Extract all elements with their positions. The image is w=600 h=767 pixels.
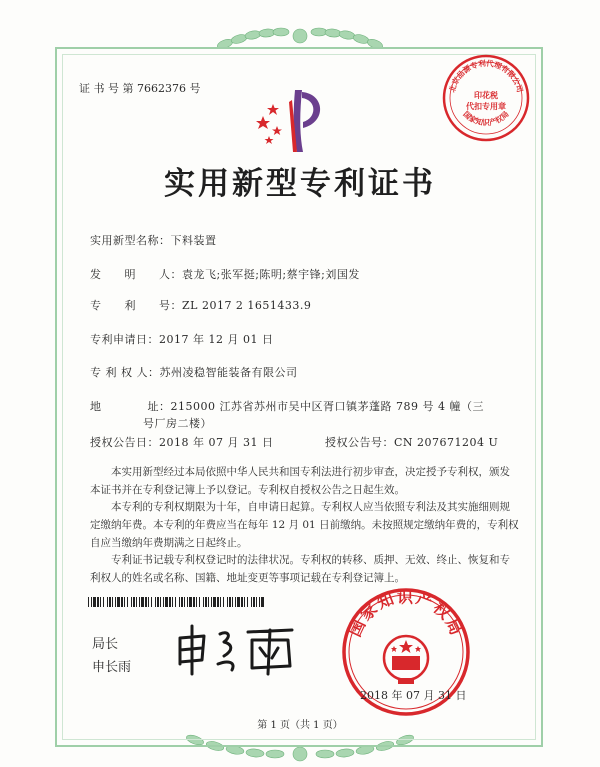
paragraph-line: 专利证书记载专利权登记时的法律状况。专利权的转移、质押、无效、终止、恢复和专: [111, 554, 510, 566]
field-value: 袁龙飞;张军挺;陈明;蔡宇锋;刘国发: [182, 268, 360, 281]
field-label: 专 利 权 人：: [90, 366, 160, 379]
seal-top-text: 国家知识产权局: [345, 587, 467, 640]
field-value: 苏州凌稳智能装备有限公司: [159, 366, 298, 379]
seal-date: 2018 年 07 月 31 日: [360, 689, 467, 702]
agent-stamp-top-text: 北京品源专利代理有限公司: [447, 58, 525, 94]
director-name: 申长雨: [92, 660, 132, 675]
field-label: 专利申请日：: [90, 333, 159, 346]
agent-stamp-line-1: 印花税: [474, 91, 498, 100]
paragraph-line: 自应当缴纳年费期满之日起终止。: [90, 537, 248, 549]
agent-stamp-line-2: 代扣专用章: [466, 102, 506, 111]
field-label: 发 明 人：: [90, 268, 182, 281]
certificate-number: [79, 80, 201, 96]
field-label: 实用新型名称：: [90, 234, 171, 247]
national-emblem-icon: [384, 636, 428, 684]
field-value: 2018 年 07 月 31 日: [159, 436, 274, 449]
field-value: 215000 江苏省苏州市吴中区胥口镇茅蓬路 789 号 4 幢（三: [170, 400, 484, 413]
paragraph-line: 本实用新型经过本局依照中华人民共和国专利法进行初步审查，决定授予专利权，颁发: [111, 466, 510, 478]
agent-stamp-bottom-text: 国家知识产权局: [461, 109, 511, 128]
field-address: [90, 398, 484, 414]
paragraph-term: [90, 498, 519, 552]
field-label: 地 址：: [90, 400, 171, 413]
svg-text:国家知识产权局: [345, 587, 467, 639]
field-patent-number: [90, 297, 311, 313]
field-label: 授权公告号：: [325, 436, 394, 449]
field-address-line2: 号厂房二楼）: [143, 417, 212, 430]
field-label: 授权公告日：: [90, 436, 159, 449]
paragraph-grant: [90, 463, 510, 499]
page-number: 第 1 页（共 1 页）: [257, 720, 343, 731]
cert-no-label: 证 书 号 第: [79, 82, 134, 95]
paragraph-legal-status: [90, 551, 510, 587]
cnipa-logo-icon: [253, 82, 333, 154]
field-inventors: [90, 266, 360, 282]
page-title: 实用新型专利证书: [164, 166, 436, 202]
paragraph-line: 利权人的姓名或名称、国籍、地址变更等事项记载在专利登记簿上。: [90, 572, 405, 584]
field-value: 2017 年 12 月 01 日: [159, 333, 274, 346]
barcode: [88, 597, 266, 607]
field-value: 下料装置: [170, 234, 217, 247]
cert-no-suffix: 号: [189, 82, 201, 95]
field-grant-date: [90, 434, 273, 450]
paragraph-line: 本证书并在专利登记簿上予以登记。专利权自授权公告之日起生效。: [90, 484, 405, 496]
paragraph-line: 本专利的专利权期限为十年，自申请日起算。专利权人应当依照专利法及其实施细则规: [111, 501, 510, 513]
field-label: 专 利 号：: [90, 299, 182, 312]
paragraph-line: 定缴纳年费。本专利的年费应当在每年 12 月 01 日前缴纳。未按照规定缴纳年费的，专利权: [90, 519, 519, 531]
field-application-date: [90, 331, 273, 347]
handwritten-signature: [172, 620, 302, 678]
cert-no-value: 7662376: [137, 82, 186, 95]
agent-tax-stamp: [440, 52, 532, 144]
field-grant-number: [325, 434, 498, 450]
svg-text:北京品源专利代理有限公司: [447, 58, 526, 94]
field-patentee: [90, 364, 298, 380]
director-title: 局长: [92, 637, 119, 652]
field-value: ZL 2017 2 1651433.9: [182, 299, 312, 312]
svg-text:国家知识产权局: [461, 109, 511, 128]
field-utility-name: [90, 232, 217, 248]
field-value: CN 207671204 U: [394, 436, 499, 449]
